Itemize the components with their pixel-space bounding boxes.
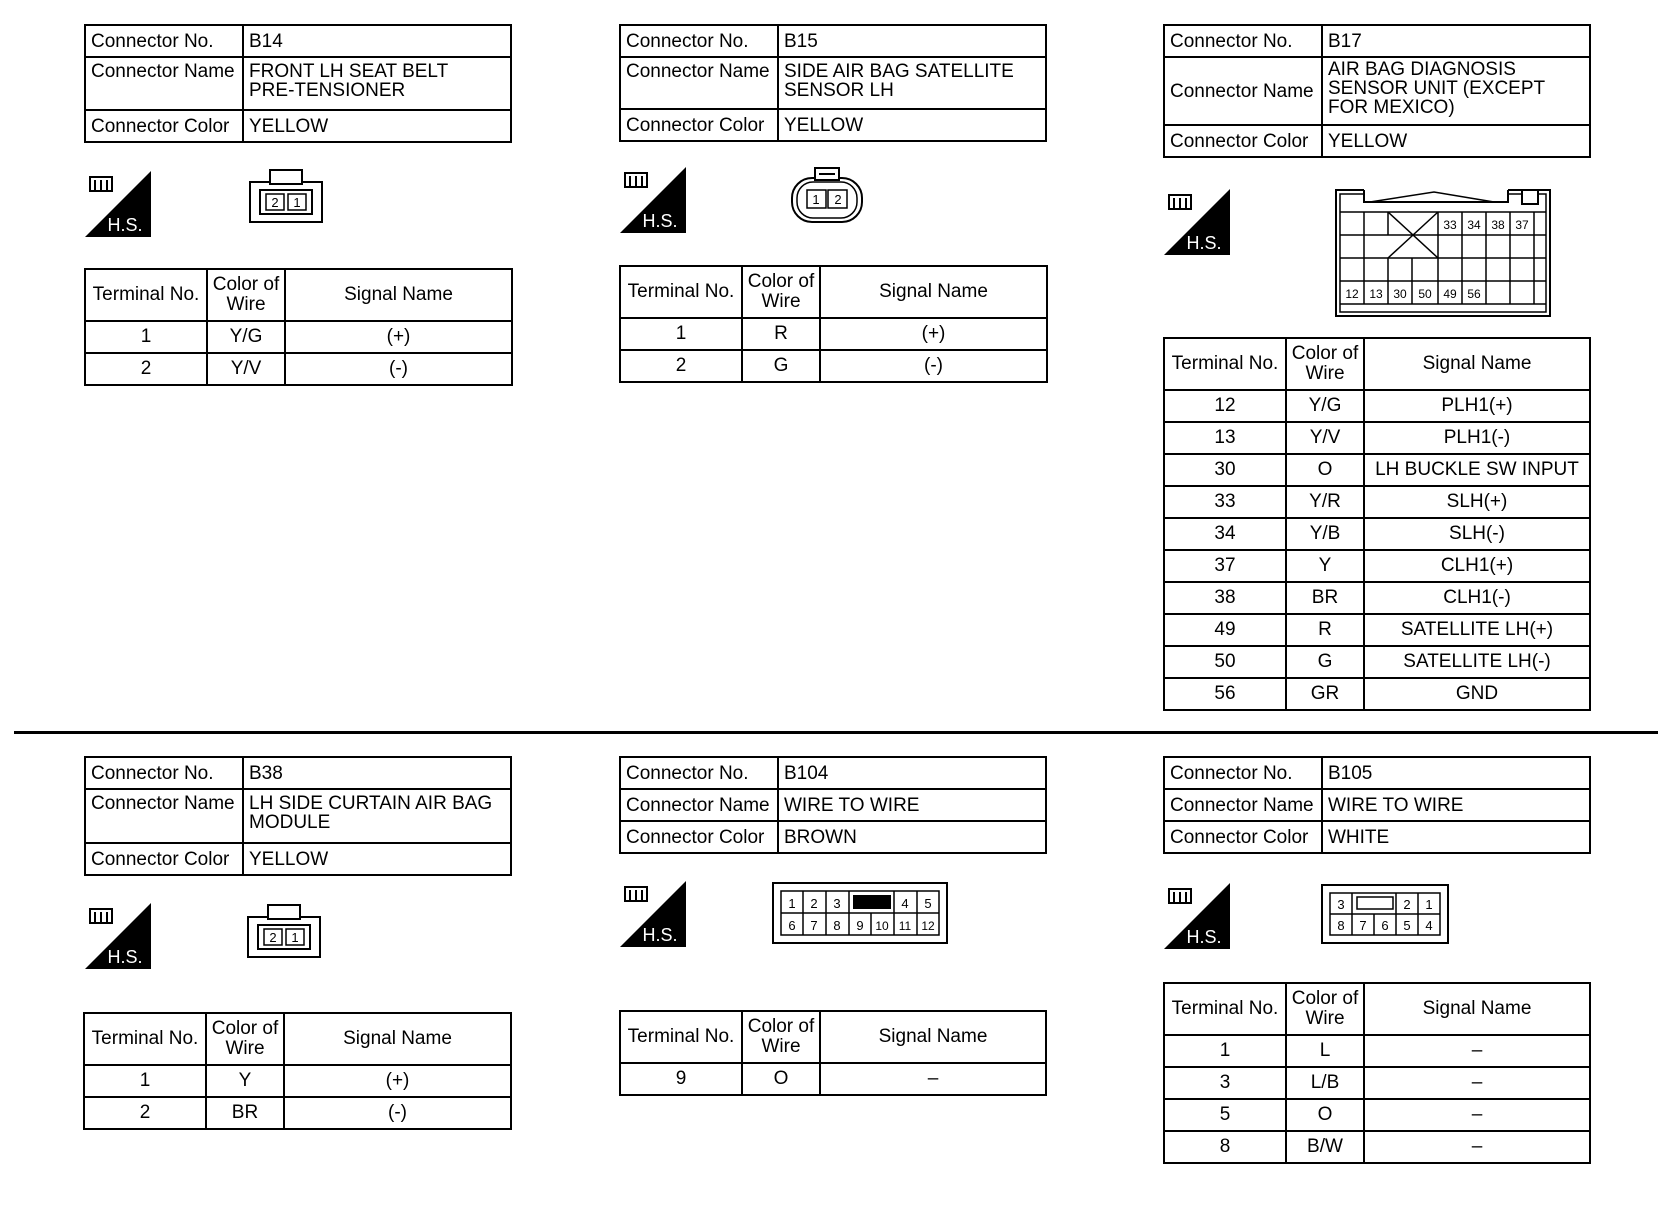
pin-label: 2 [269, 930, 277, 945]
wire-cell: BR [206, 1097, 284, 1129]
signal-cell: – [1364, 1035, 1590, 1067]
wire-cell: Y/V [207, 353, 285, 385]
connector-info-table [1163, 24, 1591, 158]
table-row [1164, 582, 1590, 614]
terminal-cell: 1 [1164, 1035, 1286, 1067]
table-row [620, 318, 1047, 350]
header-color-of-wire [1286, 338, 1364, 390]
label-connector-no: Connector No. [85, 25, 243, 57]
terminal-cell: 30 [1164, 454, 1286, 486]
header-line: Color of [212, 274, 280, 295]
connector-info-table [619, 756, 1047, 854]
connector-face-diagram [1334, 188, 1552, 318]
wire-cell: O [1286, 454, 1364, 486]
header-signal-name: Signal Name [820, 266, 1047, 318]
label-connector-color: Connector Color [620, 109, 778, 141]
signal-cell: (-) [284, 1097, 511, 1129]
header-line: Color of [1291, 343, 1359, 364]
signal-cell: PLH1(+) [1364, 390, 1590, 422]
svg-text:H.S.: H.S. [642, 925, 678, 945]
terminal-table [1163, 982, 1591, 1164]
label-connector-color: Connector Color [1164, 125, 1322, 157]
pin-label: 4 [1425, 918, 1433, 933]
connector-name-line: PRE-TENSIONER [249, 80, 406, 101]
signal-cell: SLH(+) [1364, 486, 1590, 518]
wire-cell: O [742, 1063, 820, 1095]
connector-no-value: B104 [778, 757, 1046, 789]
connector-name-value [243, 789, 511, 843]
connector-face-diagram [248, 168, 324, 224]
signal-cell: (+) [820, 318, 1047, 350]
table-row [1164, 1067, 1590, 1099]
label-connector-color: Connector Color [620, 821, 778, 853]
pin-label: 1 [1425, 897, 1433, 912]
connector-info-table [1163, 756, 1591, 854]
pin-label: 49 [1443, 287, 1457, 301]
header-terminal-no: Terminal No. [1164, 338, 1286, 390]
connector-no-value: B38 [243, 757, 511, 789]
pin-label: 56 [1467, 287, 1481, 301]
terminal-cell: 8 [1164, 1131, 1286, 1163]
connector-color-value: YELLOW [1322, 125, 1590, 157]
wire-cell: L [1286, 1035, 1364, 1067]
pin-label: 2 [834, 192, 842, 207]
terminal-cell: 12 [1164, 390, 1286, 422]
wire-cell: L/B [1286, 1067, 1364, 1099]
pin-label: 8 [1337, 918, 1345, 933]
svg-text:H.S.: H.S. [107, 947, 143, 967]
table-row [1164, 550, 1590, 582]
table-row [620, 1063, 1046, 1095]
connector-face-diagram [1320, 883, 1450, 945]
terminal-table [619, 1010, 1047, 1096]
header-line: Color of [747, 1016, 815, 1037]
signal-cell: CLH1(+) [1364, 550, 1590, 582]
connector-info-table [619, 24, 1047, 142]
label-connector-name: Connector Name [620, 57, 778, 109]
svg-text:H.S.: H.S. [1186, 927, 1222, 947]
pin-label: 38 [1491, 218, 1505, 232]
header-signal-name: Signal Name [285, 269, 512, 321]
signal-cell: – [1364, 1131, 1590, 1163]
connector-name-value [778, 57, 1046, 109]
label-connector-name: Connector Name [85, 789, 243, 843]
signal-cell: – [1364, 1067, 1590, 1099]
pin-label: 34 [1467, 218, 1481, 232]
header-line: Wire [226, 294, 266, 315]
table-row [1164, 518, 1590, 550]
header-color-of-wire [206, 1013, 284, 1065]
connector-face-diagram [771, 881, 949, 945]
connector-color-value: WHITE [1322, 821, 1590, 853]
terminal-cell: 56 [1164, 678, 1286, 710]
table-row [1164, 486, 1590, 518]
table-row [1164, 422, 1590, 454]
table-row [85, 353, 512, 385]
header-color-of-wire [207, 269, 285, 321]
header-terminal-no: Terminal No. [620, 266, 742, 318]
pin-label: 12 [921, 919, 935, 933]
terminal-cell: 1 [85, 321, 207, 353]
terminal-table [619, 265, 1048, 383]
connector-name-line: FOR MEXICO) [1328, 97, 1455, 118]
table-row [84, 1097, 511, 1129]
wire-cell: BR [1286, 582, 1364, 614]
connector-no-value: B14 [243, 25, 511, 57]
header-color-of-wire [742, 1011, 820, 1063]
table-row [1164, 390, 1590, 422]
connector-color-value: YELLOW [778, 109, 1046, 141]
pin-label: 5 [1403, 918, 1411, 933]
signal-cell: GND [1364, 678, 1590, 710]
wire-cell: R [742, 318, 820, 350]
pin-label: 3 [833, 896, 841, 911]
pin-label: 8 [833, 918, 841, 933]
header-signal-name: Signal Name [1364, 338, 1590, 390]
connector-no-value: B15 [778, 25, 1046, 57]
pin-label: 9 [856, 918, 864, 933]
table-row [620, 350, 1047, 382]
connector-face-diagram [789, 166, 865, 226]
pin-label: 50 [1418, 287, 1432, 301]
wire-cell: G [1286, 646, 1364, 678]
label-connector-color: Connector Color [85, 110, 243, 142]
terminal-cell: 9 [620, 1063, 742, 1095]
table-row [1164, 454, 1590, 486]
pin-label: 33 [1443, 218, 1457, 232]
header-terminal-no: Terminal No. [1164, 983, 1286, 1035]
header-line: Color of [211, 1018, 279, 1039]
pin-label: 4 [901, 896, 909, 911]
table-row [1164, 678, 1590, 710]
pin-label: 6 [1381, 918, 1389, 933]
table-row [1164, 646, 1590, 678]
signal-cell: (+) [285, 321, 512, 353]
connector-name-value [1322, 57, 1590, 125]
label-connector-name: Connector Name [1164, 789, 1322, 821]
connector-name-line: AIR BAG DIAGNOSIS [1328, 59, 1516, 80]
connector-color-value: BROWN [778, 821, 1046, 853]
header-signal-name: Signal Name [284, 1013, 511, 1065]
header-terminal-no: Terminal No. [620, 1011, 742, 1063]
pin-label: 2 [810, 896, 818, 911]
terminal-cell: 2 [620, 350, 742, 382]
pin-label: 6 [788, 918, 796, 933]
label-connector-no: Connector No. [85, 757, 243, 789]
pin-label: 2 [1403, 897, 1411, 912]
label-connector-no: Connector No. [1164, 25, 1322, 57]
wire-cell: Y [1286, 550, 1364, 582]
wire-cell: Y/R [1286, 486, 1364, 518]
harness-side-icon [1164, 189, 1230, 255]
terminal-cell: 34 [1164, 518, 1286, 550]
header-line: Wire [1305, 1008, 1345, 1029]
label-connector-no: Connector No. [620, 757, 778, 789]
harness-side-icon [620, 167, 686, 233]
pin-label: 13 [1369, 287, 1383, 301]
connector-name-value [243, 57, 511, 110]
header-line: Wire [761, 291, 801, 312]
label-connector-name: Connector Name [620, 789, 778, 821]
wire-cell: G [742, 350, 820, 382]
wire-cell: Y [206, 1065, 284, 1097]
pin-label: 1 [788, 896, 796, 911]
signal-cell: SLH(-) [1364, 518, 1590, 550]
label-connector-no: Connector No. [1164, 757, 1322, 789]
label-connector-no: Connector No. [620, 25, 778, 57]
svg-text:H.S.: H.S. [107, 215, 143, 235]
terminal-cell: 2 [84, 1097, 206, 1129]
pin-label: 3 [1337, 897, 1345, 912]
pin-label: 7 [1359, 918, 1367, 933]
label-connector-name: Connector Name [1164, 57, 1322, 125]
terminal-cell: 38 [1164, 582, 1286, 614]
signal-cell: SATELLITE LH(+) [1364, 614, 1590, 646]
header-color-of-wire [742, 266, 820, 318]
pin-label: 10 [875, 919, 889, 933]
label-connector-color: Connector Color [85, 843, 243, 875]
harness-side-icon [85, 171, 151, 237]
connector-face-diagram [246, 903, 322, 959]
wire-cell: B/W [1286, 1131, 1364, 1163]
table-row [1164, 1035, 1590, 1067]
table-row [1164, 614, 1590, 646]
connector-name-line: SENSOR UNIT (EXCEPT [1328, 78, 1546, 99]
signal-cell: (-) [820, 350, 1047, 382]
table-row [1164, 1099, 1590, 1131]
signal-cell: PLH1(-) [1364, 422, 1590, 454]
terminal-cell: 1 [620, 318, 742, 350]
terminal-cell: 3 [1164, 1067, 1286, 1099]
pin-label: 30 [1393, 287, 1407, 301]
header-line: Wire [1305, 363, 1345, 384]
svg-text:H.S.: H.S. [1186, 233, 1222, 253]
terminal-cell: 37 [1164, 550, 1286, 582]
terminal-cell: 13 [1164, 422, 1286, 454]
connector-info-table [84, 24, 512, 143]
wire-cell: Y/B [1286, 518, 1364, 550]
terminal-table [84, 268, 513, 386]
connector-name-line: SENSOR LH [784, 80, 894, 101]
header-signal-name: Signal Name [1364, 983, 1590, 1035]
wire-cell: Y/G [207, 321, 285, 353]
pin-label: 12 [1345, 287, 1359, 301]
terminal-cell: 50 [1164, 646, 1286, 678]
signal-cell: (-) [285, 353, 512, 385]
connector-name-line: FRONT LH SEAT BELT [249, 61, 449, 82]
header-line: Wire [761, 1036, 801, 1057]
signal-cell: (+) [284, 1065, 511, 1097]
pin-label: 37 [1515, 218, 1529, 232]
connector-name-value: WIRE TO WIRE [1322, 789, 1590, 821]
pin-label: 7 [810, 918, 818, 933]
label-connector-name: Connector Name [85, 57, 243, 110]
pin-label: 1 [812, 192, 820, 207]
terminal-cell: 33 [1164, 486, 1286, 518]
pin-label: 1 [291, 930, 299, 945]
signal-cell: SATELLITE LH(-) [1364, 646, 1590, 678]
terminal-cell: 2 [85, 353, 207, 385]
pin-label: 11 [898, 919, 912, 933]
signal-cell: LH BUCKLE SW INPUT [1364, 454, 1590, 486]
wire-cell: GR [1286, 678, 1364, 710]
header-line: Color of [747, 271, 815, 292]
connector-name-value: WIRE TO WIRE [778, 789, 1046, 821]
signal-cell: – [820, 1063, 1046, 1095]
connector-name-line: MODULE [249, 812, 331, 833]
table-row [1164, 1131, 1590, 1163]
harness-side-icon [1164, 883, 1230, 949]
terminal-cell: 49 [1164, 614, 1286, 646]
signal-cell: – [1364, 1099, 1590, 1131]
header-terminal-no: Terminal No. [84, 1013, 206, 1065]
harness-side-icon [620, 881, 686, 947]
terminal-cell: 5 [1164, 1099, 1286, 1131]
harness-side-icon [85, 903, 151, 969]
table-row [84, 1065, 511, 1097]
pin-label: 2 [271, 195, 279, 210]
table-row [85, 321, 512, 353]
connector-no-value: B105 [1322, 757, 1590, 789]
wire-cell: Y/G [1286, 390, 1364, 422]
wire-cell: R [1286, 614, 1364, 646]
terminal-table [1163, 337, 1591, 711]
wire-cell: Y/V [1286, 422, 1364, 454]
header-terminal-no: Terminal No. [85, 269, 207, 321]
terminal-cell: 1 [84, 1065, 206, 1097]
signal-cell: CLH1(-) [1364, 582, 1590, 614]
header-line: Wire [225, 1038, 265, 1059]
connector-no-value: B17 [1322, 25, 1590, 57]
label-connector-color: Connector Color [1164, 821, 1322, 853]
connector-info-table [84, 756, 512, 876]
wire-cell: O [1286, 1099, 1364, 1131]
connector-name-line: SIDE AIR BAG SATELLITE [784, 61, 1014, 82]
svg-text:H.S.: H.S. [642, 211, 678, 231]
header-line: Color of [1291, 988, 1359, 1009]
connector-name-line: LH SIDE CURTAIN AIR BAG [249, 793, 493, 814]
section-divider [14, 731, 1658, 734]
connector-color-value: YELLOW [243, 843, 511, 875]
pin-label: 5 [924, 896, 932, 911]
terminal-table [83, 1012, 512, 1130]
pin-label: 1 [293, 195, 301, 210]
connector-color-value: YELLOW [243, 110, 511, 142]
header-color-of-wire [1286, 983, 1364, 1035]
header-signal-name: Signal Name [820, 1011, 1046, 1063]
